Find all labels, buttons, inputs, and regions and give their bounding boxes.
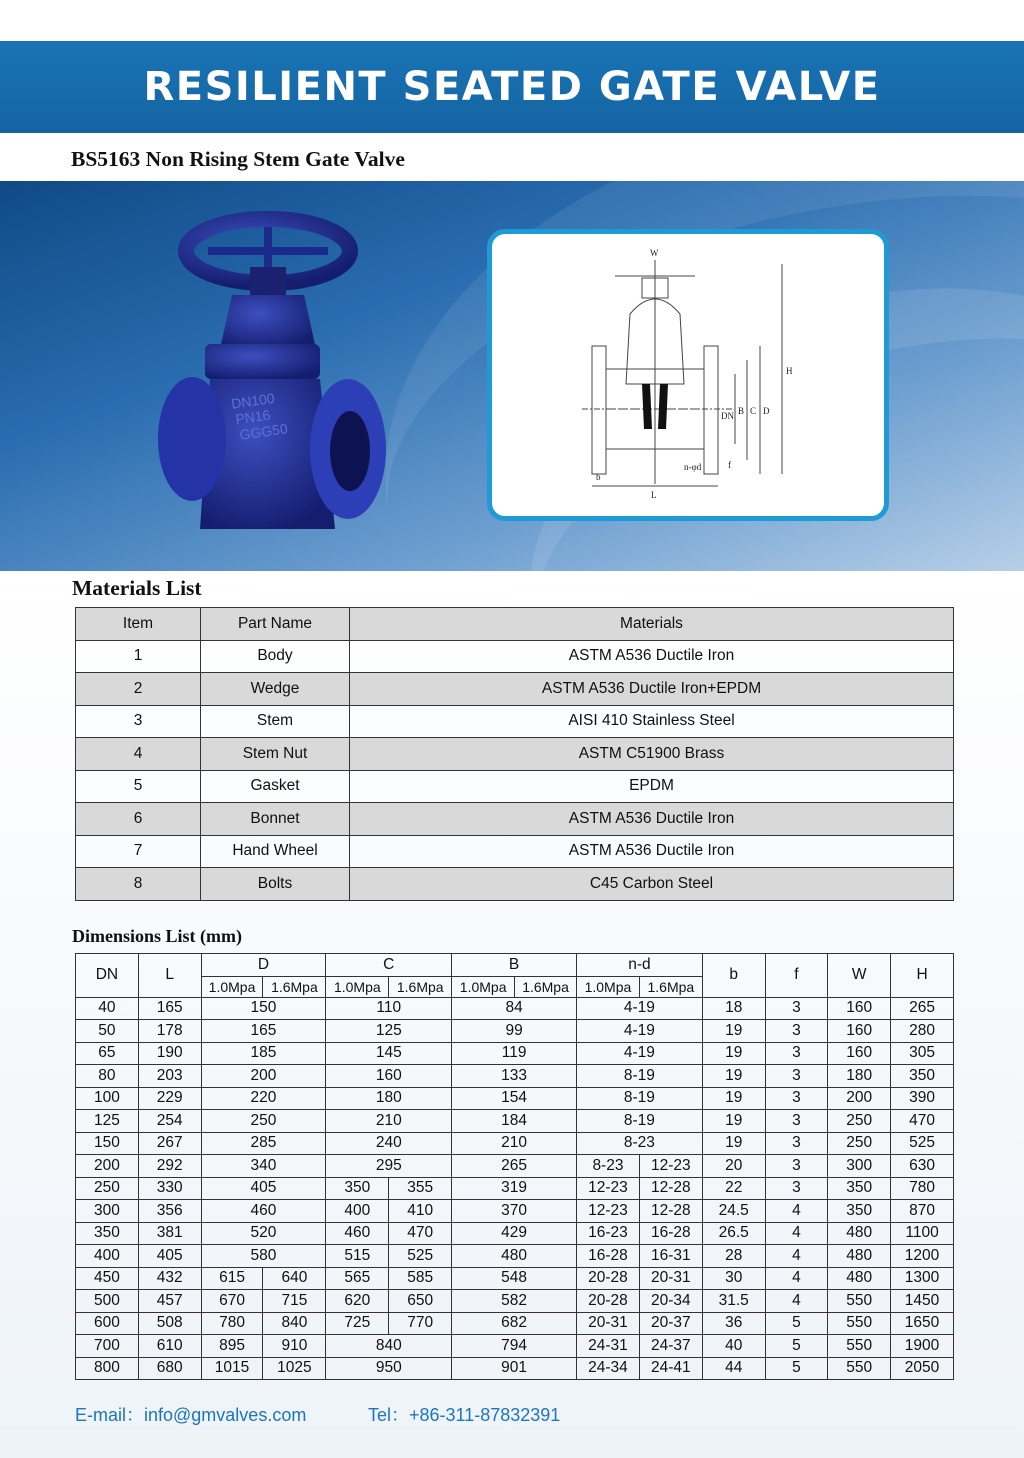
dimensions-cell: 4 bbox=[765, 1290, 828, 1313]
dimensions-cell: 20-31 bbox=[639, 1267, 702, 1290]
dimensions-cell: 450 bbox=[76, 1267, 139, 1290]
materials-row bbox=[76, 803, 954, 836]
dimensions-cell: 1200 bbox=[891, 1245, 954, 1268]
materials-item: 6 bbox=[76, 803, 201, 836]
drawing-label-h: H bbox=[786, 366, 793, 376]
drawing-label-l: L bbox=[651, 490, 657, 500]
dimensions-row bbox=[76, 1245, 954, 1268]
dimensions-cell: 16-23 bbox=[577, 1222, 640, 1245]
dimensions-cell: 390 bbox=[891, 1087, 954, 1110]
dimensions-cell: 630 bbox=[891, 1155, 954, 1178]
materials-header-item: Item bbox=[76, 608, 201, 641]
dimensions-cell: 794 bbox=[452, 1335, 577, 1358]
dimensions-cell: 200 bbox=[76, 1155, 139, 1178]
dimensions-cell: 31.5 bbox=[702, 1290, 765, 1313]
dimensions-cell: 203 bbox=[138, 1065, 201, 1088]
dimensions-row bbox=[76, 1132, 954, 1155]
dimensions-cell: 250 bbox=[201, 1110, 326, 1133]
dimensions-cell: 12-23 bbox=[639, 1155, 702, 1178]
dimensions-cell: 20 bbox=[702, 1155, 765, 1178]
dimensions-cell: 1300 bbox=[891, 1267, 954, 1290]
dimensions-cell: 356 bbox=[138, 1200, 201, 1223]
dimensions-cell: 12-23 bbox=[577, 1200, 640, 1223]
dimensions-cell: 19 bbox=[702, 1132, 765, 1155]
materials-material: AISI 410 Stainless Steel bbox=[350, 705, 954, 738]
materials-material: ASTM A536 Ductile Iron bbox=[350, 640, 954, 673]
materials-part-name: Bonnet bbox=[201, 803, 350, 836]
dimensions-cell: 285 bbox=[201, 1132, 326, 1155]
dimensions-cell: 16-28 bbox=[639, 1222, 702, 1245]
dim-header-f: f bbox=[765, 954, 828, 998]
dimensions-cell: 520 bbox=[201, 1222, 326, 1245]
dim-nd-1.0: 1.0Mpa bbox=[577, 976, 640, 997]
dimensions-cell: 190 bbox=[138, 1042, 201, 1065]
dimensions-cell: 3 bbox=[765, 1087, 828, 1110]
dimensions-cell: 180 bbox=[326, 1087, 452, 1110]
dimensions-cell: 84 bbox=[452, 997, 577, 1020]
dimensions-cell: 16-28 bbox=[577, 1245, 640, 1268]
dimensions-row bbox=[76, 1110, 954, 1133]
materials-material: C45 Carbon Steel bbox=[350, 868, 954, 901]
dimensions-cell: 19 bbox=[702, 1087, 765, 1110]
dimensions-cell: 4-19 bbox=[577, 1020, 703, 1043]
dimensions-cell: 165 bbox=[201, 1020, 326, 1043]
dimensions-cell: 680 bbox=[138, 1357, 201, 1380]
dimensions-cell: 460 bbox=[201, 1200, 326, 1223]
dimensions-cell: 370 bbox=[452, 1200, 577, 1223]
dimensions-cell: 400 bbox=[326, 1200, 389, 1223]
dimensions-cell: 405 bbox=[138, 1245, 201, 1268]
materials-material: ASTM A536 Ductile Iron bbox=[350, 835, 954, 868]
drawing-label-dn: DN bbox=[721, 411, 734, 421]
dimensions-cell: 800 bbox=[76, 1357, 139, 1380]
dimensions-cell: 585 bbox=[389, 1267, 452, 1290]
dimensions-cell: 80 bbox=[76, 1065, 139, 1088]
dimensions-row bbox=[76, 1177, 954, 1200]
dim-header-nd: n-d bbox=[577, 954, 703, 977]
dimensions-cell: 480 bbox=[452, 1245, 577, 1268]
dim-header-d: D bbox=[201, 954, 326, 977]
dimensions-cell: 429 bbox=[452, 1222, 577, 1245]
dimensions-cell: 250 bbox=[828, 1132, 891, 1155]
dimensions-cell: 160 bbox=[828, 1042, 891, 1065]
dimensions-cell: 265 bbox=[891, 997, 954, 1020]
materials-material: ASTM C51900 Brass bbox=[350, 738, 954, 771]
contact-email[interactable]: E-mail：info@gmvalves.com bbox=[75, 1405, 307, 1425]
dimensions-cell: 457 bbox=[138, 1290, 201, 1313]
dimensions-row bbox=[76, 1042, 954, 1065]
materials-item: 7 bbox=[76, 835, 201, 868]
dimensions-cell: 550 bbox=[828, 1357, 891, 1380]
dimensions-row bbox=[76, 1200, 954, 1223]
casting-mark-material: GGG50 bbox=[238, 420, 289, 443]
dimensions-cell: 950 bbox=[326, 1357, 452, 1380]
dimensions-cell: 300 bbox=[828, 1155, 891, 1178]
dim-d-1.6: 1.6Mpa bbox=[263, 976, 326, 997]
dimensions-cell: 18 bbox=[702, 997, 765, 1020]
drawing-label-f: f bbox=[728, 460, 731, 470]
drawing-label-nd: n-φd bbox=[684, 462, 702, 472]
dimensions-cell: 160 bbox=[828, 997, 891, 1020]
dimensions-cell: 250 bbox=[828, 1110, 891, 1133]
dim-header-b: B bbox=[452, 954, 577, 977]
technical-drawing bbox=[492, 234, 884, 516]
dimensions-cell: 200 bbox=[828, 1087, 891, 1110]
dimensions-cell: 615 bbox=[201, 1267, 263, 1290]
dimensions-cell: 565 bbox=[326, 1267, 389, 1290]
dimensions-cell: 185 bbox=[201, 1042, 326, 1065]
dimensions-cell: 100 bbox=[76, 1087, 139, 1110]
materials-title: Materials List bbox=[72, 576, 202, 600]
casting-mark-pn: PN16 bbox=[234, 406, 272, 428]
dimensions-cell: 20-34 bbox=[639, 1290, 702, 1313]
dimensions-cell: 12-28 bbox=[639, 1177, 702, 1200]
dimensions-cell: 895 bbox=[201, 1335, 263, 1358]
dimensions-cell: 4 bbox=[765, 1267, 828, 1290]
materials-part-name: Gasket bbox=[201, 770, 350, 803]
dimensions-cell: 1015 bbox=[201, 1357, 263, 1380]
dimensions-cell: 145 bbox=[326, 1042, 452, 1065]
dimensions-cell: 319 bbox=[452, 1177, 577, 1200]
dimensions-cell: 525 bbox=[389, 1245, 452, 1268]
dimensions-cell: 350 bbox=[891, 1065, 954, 1088]
dimensions-cell: 99 bbox=[452, 1020, 577, 1043]
dim-b-1.6: 1.6Mpa bbox=[515, 976, 577, 997]
drawing-label-b-small: b bbox=[596, 472, 601, 482]
dimensions-cell: 550 bbox=[828, 1312, 891, 1335]
dimensions-cell: 340 bbox=[201, 1155, 326, 1178]
dimensions-row bbox=[76, 1267, 954, 1290]
dimensions-cell: 4-19 bbox=[577, 997, 703, 1020]
dimensions-row bbox=[76, 1222, 954, 1245]
dimensions-cell: 19 bbox=[702, 1065, 765, 1088]
product-subtitle: BS5163 Non Rising Stem Gate Valve bbox=[71, 147, 405, 171]
dimensions-cell: 3 bbox=[765, 1177, 828, 1200]
materials-header-row bbox=[76, 608, 954, 641]
dimensions-cell: 4-19 bbox=[577, 1042, 703, 1065]
materials-item: 1 bbox=[76, 640, 201, 673]
dimensions-cell: 8-19 bbox=[577, 1110, 703, 1133]
dimensions-cell: 840 bbox=[263, 1312, 326, 1335]
dimensions-cell: 26.5 bbox=[702, 1222, 765, 1245]
dim-d-1.0: 1.0Mpa bbox=[201, 976, 263, 997]
dimensions-cell: 410 bbox=[389, 1200, 452, 1223]
dimensions-cell: 650 bbox=[389, 1290, 452, 1313]
dimensions-cell: 4 bbox=[765, 1222, 828, 1245]
materials-row bbox=[76, 640, 954, 673]
dimensions-row bbox=[76, 1087, 954, 1110]
dimensions-cell: 5 bbox=[765, 1335, 828, 1358]
dimensions-cell: 2050 bbox=[891, 1357, 954, 1380]
dimensions-cell: 300 bbox=[76, 1200, 139, 1223]
dimensions-cell: 8-19 bbox=[577, 1065, 703, 1088]
dimensions-cell: 780 bbox=[201, 1312, 263, 1335]
dimensions-cell: 20-31 bbox=[577, 1312, 640, 1335]
dimensions-cell: 3 bbox=[765, 997, 828, 1020]
dimensions-cell: 670 bbox=[201, 1290, 263, 1313]
materials-part-name: Body bbox=[201, 640, 350, 673]
materials-row bbox=[76, 738, 954, 771]
dimensions-cell: 8-23 bbox=[577, 1132, 703, 1155]
dimensions-row bbox=[76, 1020, 954, 1043]
dimensions-cell: 22 bbox=[702, 1177, 765, 1200]
materials-item: 8 bbox=[76, 868, 201, 901]
dim-c-1.6: 1.6Mpa bbox=[389, 976, 452, 997]
materials-part-name: Bolts bbox=[201, 868, 350, 901]
dimensions-cell: 250 bbox=[76, 1177, 139, 1200]
dimensions-cell: 620 bbox=[326, 1290, 389, 1313]
dimensions-cell: 640 bbox=[263, 1267, 326, 1290]
dimensions-cell: 160 bbox=[828, 1020, 891, 1043]
dim-b-1.0: 1.0Mpa bbox=[452, 976, 515, 997]
dimensions-row bbox=[76, 1290, 954, 1313]
dimensions-cell: 480 bbox=[828, 1267, 891, 1290]
dimensions-cell: 200 bbox=[201, 1065, 326, 1088]
casting-mark-dn: DN100 bbox=[230, 389, 276, 412]
materials-header-materials: Materials bbox=[350, 608, 954, 641]
dimensions-cell: 1025 bbox=[263, 1357, 326, 1380]
dimensions-cell: 150 bbox=[201, 997, 326, 1020]
materials-item: 3 bbox=[76, 705, 201, 738]
dimensions-cell: 582 bbox=[452, 1290, 577, 1313]
dimensions-cell: 508 bbox=[138, 1312, 201, 1335]
dimensions-cell: 265 bbox=[452, 1155, 577, 1178]
dimensions-cell: 210 bbox=[326, 1110, 452, 1133]
dimensions-cell: 1900 bbox=[891, 1335, 954, 1358]
dimensions-cell: 19 bbox=[702, 1110, 765, 1133]
dimensions-cell: 12-28 bbox=[639, 1200, 702, 1223]
dimensions-row bbox=[76, 1312, 954, 1335]
dimensions-row bbox=[76, 997, 954, 1020]
dimensions-cell: 350 bbox=[828, 1177, 891, 1200]
dimensions-cell: 28 bbox=[702, 1245, 765, 1268]
materials-part-name: Hand Wheel bbox=[201, 835, 350, 868]
dimensions-cell: 400 bbox=[76, 1245, 139, 1268]
dim-header-w: W bbox=[828, 954, 891, 998]
dimensions-cell: 350 bbox=[76, 1222, 139, 1245]
dimensions-cell: 3 bbox=[765, 1132, 828, 1155]
dim-header-h: H bbox=[891, 954, 954, 998]
dimensions-cell: 840 bbox=[326, 1335, 452, 1358]
dimensions-cell: 20-28 bbox=[577, 1290, 640, 1313]
dimensions-row bbox=[76, 1065, 954, 1088]
dimensions-cell: 405 bbox=[201, 1177, 326, 1200]
materials-material: EPDM bbox=[350, 770, 954, 803]
dimensions-cell: 5 bbox=[765, 1357, 828, 1380]
dimensions-cell: 1650 bbox=[891, 1312, 954, 1335]
drawing-label-b: B bbox=[738, 406, 745, 416]
dimensions-cell: 901 bbox=[452, 1357, 577, 1380]
dimensions-cell: 480 bbox=[828, 1222, 891, 1245]
dimensions-cell: 470 bbox=[389, 1222, 452, 1245]
dimensions-cell: 350 bbox=[326, 1177, 389, 1200]
dimensions-cell: 178 bbox=[138, 1020, 201, 1043]
dim-header-l: L bbox=[138, 954, 201, 998]
dimensions-cell: 36 bbox=[702, 1312, 765, 1335]
dimensions-cell: 525 bbox=[891, 1132, 954, 1155]
dimensions-cell: 910 bbox=[263, 1335, 326, 1358]
dimensions-cell: 150 bbox=[76, 1132, 139, 1155]
dimensions-cell: 460 bbox=[326, 1222, 389, 1245]
dimensions-cell: 4 bbox=[765, 1245, 828, 1268]
dimensions-cell: 24-34 bbox=[577, 1357, 640, 1380]
materials-item: 2 bbox=[76, 673, 201, 706]
dimensions-cell: 220 bbox=[201, 1087, 326, 1110]
dimensions-cell: 580 bbox=[201, 1245, 326, 1268]
drawing-label-w: W bbox=[650, 248, 659, 258]
dimensions-cell: 3 bbox=[765, 1110, 828, 1133]
dimensions-title: Dimensions List (mm) bbox=[72, 926, 242, 946]
dimensions-cell: 8-19 bbox=[577, 1087, 703, 1110]
dimensions-cell: 610 bbox=[138, 1335, 201, 1358]
dimensions-cell: 16-31 bbox=[639, 1245, 702, 1268]
dimensions-cell: 770 bbox=[389, 1312, 452, 1335]
dimensions-cell: 125 bbox=[76, 1110, 139, 1133]
contact-tel[interactable]: Tel：+86-311-87832391 bbox=[368, 1405, 561, 1425]
dimensions-cell: 30 bbox=[702, 1267, 765, 1290]
dim-c-1.0: 1.0Mpa bbox=[326, 976, 389, 997]
materials-table bbox=[75, 607, 954, 901]
materials-part-name: Stem bbox=[201, 705, 350, 738]
dimensions-cell: 3 bbox=[765, 1065, 828, 1088]
dimensions-cell: 184 bbox=[452, 1110, 577, 1133]
dimensions-cell: 160 bbox=[326, 1065, 452, 1088]
drawing-label-d: D bbox=[763, 406, 770, 416]
dimensions-cell: 154 bbox=[452, 1087, 577, 1110]
dimensions-cell: 254 bbox=[138, 1110, 201, 1133]
dimensions-cell: 3 bbox=[765, 1020, 828, 1043]
dimensions-cell: 240 bbox=[326, 1132, 452, 1155]
dimensions-cell: 330 bbox=[138, 1177, 201, 1200]
dimensions-cell: 355 bbox=[389, 1177, 452, 1200]
dimensions-cell: 20-37 bbox=[639, 1312, 702, 1335]
dimensions-cell: 5 bbox=[765, 1312, 828, 1335]
dimensions-cell: 4 bbox=[765, 1200, 828, 1223]
dimensions-cell: 3 bbox=[765, 1042, 828, 1065]
dimensions-cell: 292 bbox=[138, 1155, 201, 1178]
dimensions-cell: 119 bbox=[452, 1042, 577, 1065]
materials-item: 5 bbox=[76, 770, 201, 803]
dimensions-cell: 432 bbox=[138, 1267, 201, 1290]
dimensions-row bbox=[76, 1335, 954, 1358]
drawing-label-c: C bbox=[750, 406, 757, 416]
materials-part-name: Wedge bbox=[201, 673, 350, 706]
materials-row bbox=[76, 868, 954, 901]
materials-row bbox=[76, 770, 954, 803]
materials-row bbox=[76, 673, 954, 706]
dimensions-cell: 350 bbox=[828, 1200, 891, 1223]
materials-material: ASTM A536 Ductile Iron+EPDM bbox=[350, 673, 954, 706]
dimensions-cell: 600 bbox=[76, 1312, 139, 1335]
dimensions-cell: 3 bbox=[765, 1155, 828, 1178]
dim-header-dn: DN bbox=[76, 954, 139, 998]
dimensions-cell: 515 bbox=[326, 1245, 389, 1268]
dimensions-row bbox=[76, 1155, 954, 1178]
dimensions-cell: 20-28 bbox=[577, 1267, 640, 1290]
dimensions-cell: 180 bbox=[828, 1065, 891, 1088]
dimensions-cell: 12-23 bbox=[577, 1177, 640, 1200]
dimensions-cell: 165 bbox=[138, 997, 201, 1020]
dimensions-cell: 210 bbox=[452, 1132, 577, 1155]
dimensions-cell: 125 bbox=[326, 1020, 452, 1043]
dimensions-cell: 24-41 bbox=[639, 1357, 702, 1380]
dimensions-cell: 1450 bbox=[891, 1290, 954, 1313]
dimensions-cell: 305 bbox=[891, 1042, 954, 1065]
dimensions-cell: 550 bbox=[828, 1335, 891, 1358]
dimensions-cell: 110 bbox=[326, 997, 452, 1020]
dimensions-cell: 40 bbox=[76, 997, 139, 1020]
dimensions-cell: 24-37 bbox=[639, 1335, 702, 1358]
dimensions-cell: 550 bbox=[828, 1290, 891, 1313]
dimensions-cell: 1100 bbox=[891, 1222, 954, 1245]
dimensions-cell: 470 bbox=[891, 1110, 954, 1133]
dimensions-cell: 133 bbox=[452, 1065, 577, 1088]
dimensions-cell: 295 bbox=[326, 1155, 452, 1178]
dimensions-cell: 229 bbox=[138, 1087, 201, 1110]
materials-row bbox=[76, 835, 954, 868]
product-hero bbox=[0, 181, 1024, 571]
dimensions-cell: 548 bbox=[452, 1267, 577, 1290]
dimensions-cell: 44 bbox=[702, 1357, 765, 1380]
materials-item: 4 bbox=[76, 738, 201, 771]
materials-material: ASTM A536 Ductile Iron bbox=[350, 803, 954, 836]
dimensions-cell: 280 bbox=[891, 1020, 954, 1043]
technical-drawing-panel bbox=[487, 229, 889, 521]
materials-row bbox=[76, 705, 954, 738]
dim-header-b-small: b bbox=[702, 954, 765, 998]
dimensions-table bbox=[75, 953, 954, 1380]
title-banner bbox=[0, 41, 1024, 133]
dimensions-cell: 24.5 bbox=[702, 1200, 765, 1223]
dimensions-cell: 65 bbox=[76, 1042, 139, 1065]
dimensions-cell: 682 bbox=[452, 1312, 577, 1335]
materials-part-name: Stem Nut bbox=[201, 738, 350, 771]
dimensions-cell: 19 bbox=[702, 1042, 765, 1065]
dimensions-cell: 725 bbox=[326, 1312, 389, 1335]
dimensions-cell: 480 bbox=[828, 1245, 891, 1268]
dimensions-row bbox=[76, 1357, 954, 1380]
materials-header-part: Part Name bbox=[201, 608, 350, 641]
valve-photo bbox=[150, 199, 390, 559]
dimensions-cell: 267 bbox=[138, 1132, 201, 1155]
dimensions-header-row bbox=[76, 954, 954, 977]
dimensions-cell: 715 bbox=[263, 1290, 326, 1313]
dimensions-cell: 8-23 bbox=[577, 1155, 640, 1178]
dimensions-cell: 40 bbox=[702, 1335, 765, 1358]
dimensions-cell: 19 bbox=[702, 1020, 765, 1043]
dimensions-cell: 500 bbox=[76, 1290, 139, 1313]
dim-header-c: C bbox=[326, 954, 452, 977]
dimensions-cell: 780 bbox=[891, 1177, 954, 1200]
page-title: RESILIENT SEATED GATE VALVE bbox=[143, 64, 881, 110]
dimensions-cell: 700 bbox=[76, 1335, 139, 1358]
dimensions-cell: 50 bbox=[76, 1020, 139, 1043]
dimensions-cell: 381 bbox=[138, 1222, 201, 1245]
dimensions-cell: 870 bbox=[891, 1200, 954, 1223]
dimensions-cell: 24-31 bbox=[577, 1335, 640, 1358]
dim-nd-1.6: 1.6Mpa bbox=[639, 976, 702, 997]
